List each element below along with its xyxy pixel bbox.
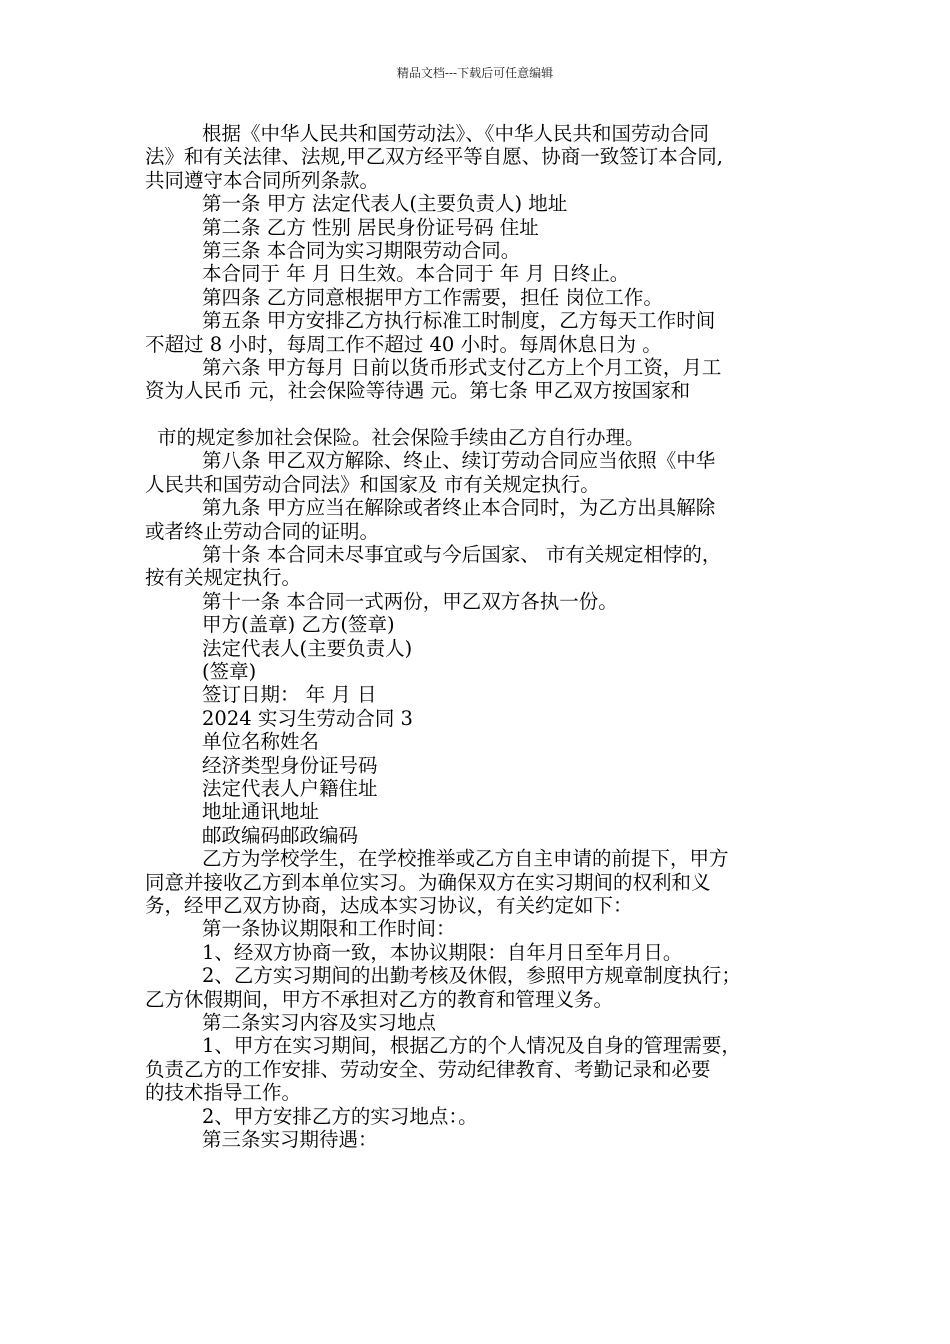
text-line: 2024 实习生劳动合同 3 bbox=[202, 706, 413, 730]
text-line: 邮政编码邮政编码 bbox=[202, 823, 359, 847]
text-line: 第三条 本合同为实习期限劳动合同。 bbox=[202, 239, 521, 263]
text-line: 负责乙方的工作安排、劳动安全、劳动纪律教育、考勤记录和必要 bbox=[145, 1057, 711, 1081]
text-line: 务，经甲乙双方协商，达成本实习协议，有关约定如下： bbox=[145, 894, 633, 917]
text-line: 第一条协议期限和工作时间： bbox=[202, 917, 456, 941]
text-line: 第九条 甲方应当在解除或者终止本合同时，为乙方出具解除 bbox=[202, 496, 716, 520]
text-line: 的技术指导工作。 bbox=[145, 1081, 302, 1105]
text-line: 1、甲方在实习期间，根据乙方的个人情况及自身的管理需要， bbox=[202, 1034, 741, 1058]
text-line: 共同遵守本合同所列条款。 bbox=[145, 168, 380, 192]
text-line: 第十条 本合同未尽事宜或与今后国家、 市有关规定相悖的， bbox=[202, 542, 722, 566]
text-line: 地址通讯地址 bbox=[202, 800, 320, 824]
document-body bbox=[145, 122, 813, 1151]
text-line: 乙方为学校学生，在学校推举或乙方自主申请的前提下，甲方 bbox=[202, 847, 729, 871]
paragraph-gap bbox=[145, 403, 813, 426]
page-header: 精品文档---下载后可任意编辑 bbox=[396, 66, 554, 80]
text-line: 本合同于 年 月 日生效。本合同于 年 月 日终止。 bbox=[202, 262, 630, 286]
text-line: 2、乙方实习期间的出勤考核及休假，参照甲方规章制度执行； bbox=[202, 964, 741, 988]
text-line: 第四条 乙方同意根据甲方工作需要，担任 岗位工作。 bbox=[202, 285, 663, 309]
text-line: 第二条实习内容及实习地点 bbox=[202, 1011, 437, 1035]
text-line: 单位名称姓名 bbox=[202, 730, 320, 754]
text-line: 法定代表人户籍住址 bbox=[202, 776, 378, 800]
text-line: 签订日期： 年 月 日 bbox=[202, 683, 377, 707]
text-line: 第六条 甲方每月 日前以货币形式支付乙方上个月工资，月工 bbox=[202, 356, 722, 380]
text-line: 同意并接收乙方到本单位实习。为确保双方在实习期间的权利和义 bbox=[145, 870, 711, 894]
text-line: 人民共和国劳动合同法》和国家及 市有关规定执行。 bbox=[145, 472, 600, 496]
text-line: 2、甲方安排乙方的实习地点：。 bbox=[202, 1104, 478, 1128]
text-line: 按有关规定执行。 bbox=[145, 566, 302, 590]
text-line: 资为人民币 元，社会保险等待遇 元。第七条 甲乙双方按国家和 bbox=[145, 379, 691, 403]
text-line: 第三条实习期待遇： bbox=[202, 1128, 378, 1152]
text-line: 第八条 甲乙双方解除、终止、续订劳动合同应当依照《中华 bbox=[202, 449, 716, 473]
text-line: 第一条 甲方 法定代表人(主要负责人) 地址 bbox=[202, 192, 568, 216]
text-line: (签章) bbox=[202, 659, 257, 683]
text-line: 1、经双方协商一致，本协议期限：自年月日至年月日。 bbox=[202, 940, 683, 964]
text-line: 第十一条 本合同一式两份，甲乙双方各执一份。 bbox=[202, 589, 618, 613]
text-line: 第二条 乙方 性别 居民身份证号码 住址 bbox=[202, 215, 539, 239]
text-line: 市的规定参加社会保险。社会保险手续由乙方自行办理。 bbox=[157, 425, 645, 449]
text-line: 乙方休假期间，甲方不承担对乙方的教育和管理义务。 bbox=[145, 987, 614, 1011]
text-line: 经济类型身份证号码 bbox=[202, 753, 378, 777]
text-line: 法定代表人(主要负责人) bbox=[202, 636, 413, 660]
text-line: 不超过 8 小时，每周工作不超过 40 小时。每周休息日为 。 bbox=[145, 332, 662, 356]
text-line: 根据《中华人民共和国劳动法》、《中华人民共和国劳动合同 bbox=[202, 122, 710, 145]
text-line: 或者终止劳动合同的证明。 bbox=[145, 519, 380, 543]
text-line: 法》和有关法律、法规,甲乙双方经平等自愿、协商一致签订本合同, bbox=[145, 145, 723, 169]
text-line: 甲方(盖章) 乙方(签章) bbox=[202, 613, 395, 637]
text-line: 第五条 甲方安排乙方执行标准工时制度，乙方每天工作时间 bbox=[202, 309, 716, 333]
